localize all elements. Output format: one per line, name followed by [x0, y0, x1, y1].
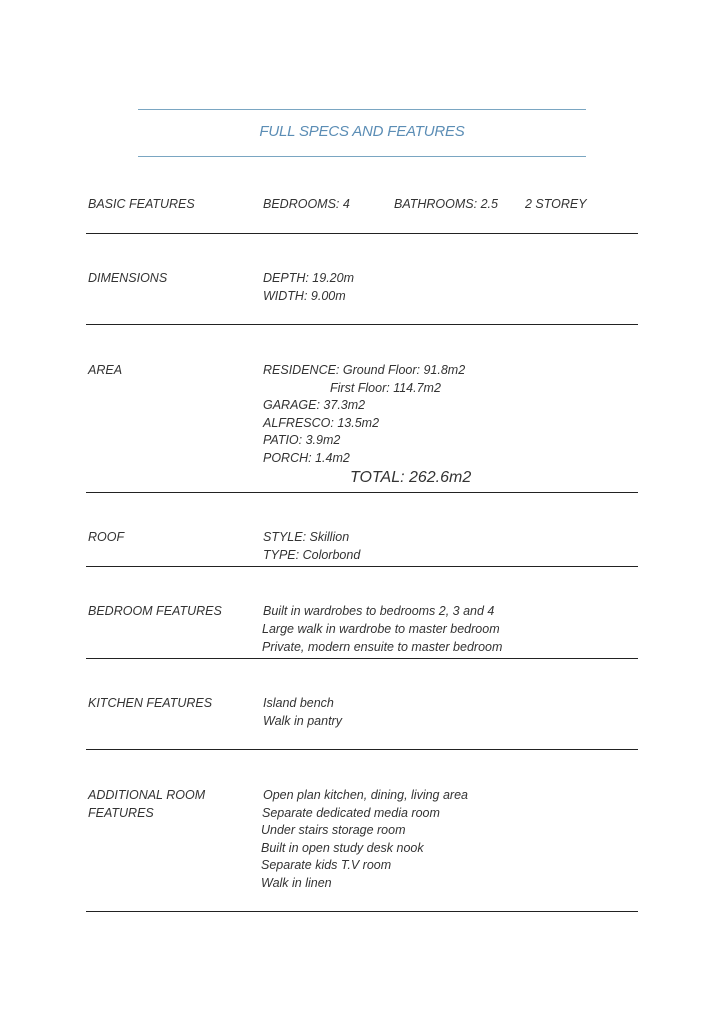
list-item: Walk in linen: [261, 876, 332, 890]
list-item: Separate dedicated media room: [262, 806, 440, 820]
list-item: Private, modern ensuite to master bedroom: [262, 640, 503, 654]
title-bottom-rule: [138, 156, 586, 157]
patio-value: PATIO: 3.9m2: [263, 433, 341, 447]
bedrooms-value: BEDROOMS: 4: [263, 197, 350, 211]
roof-type-value: TYPE: Colorbond: [263, 548, 361, 562]
list-item: Island bench: [263, 696, 334, 710]
basic-features-label: BASIC FEATURES: [88, 197, 195, 211]
additional-features-label-line2: FEATURES: [88, 806, 154, 820]
storey-value: 2 STOREY: [525, 197, 587, 211]
list-item: Open plan kitchen, dining, living area: [263, 788, 468, 802]
dimensions-label: DIMENSIONS: [88, 271, 168, 285]
list-item: Built in open study desk nook: [261, 841, 424, 855]
depth-value: DEPTH: 19.20m: [263, 271, 355, 285]
width-value: WIDTH: 9.00m: [263, 289, 346, 303]
list-item: Separate kids T.V room: [261, 858, 392, 872]
section-divider: [86, 324, 638, 325]
section-divider: [86, 492, 638, 493]
roof-label: ROOF: [88, 530, 125, 544]
section-divider: [86, 233, 638, 234]
list-item: Walk in pantry: [263, 714, 342, 728]
area-label: AREA: [88, 363, 123, 377]
list-item: Built in wardrobes to bedrooms 2, 3 and 4: [263, 604, 495, 618]
residence-first-value: First Floor: 114.7m2: [330, 381, 441, 395]
list-item: Under stairs storage room: [261, 823, 406, 837]
alfresco-value: ALFRESCO: 13.5m2: [263, 416, 380, 430]
porch-value: PORCH: 1.4m2: [263, 451, 350, 465]
garage-value: GARAGE: 37.3m2: [263, 398, 366, 412]
total-area-value: TOTAL: 262.6m2: [350, 469, 472, 486]
kitchen-features-label: KITCHEN FEATURES: [88, 696, 213, 710]
page-title: FULL SPECS AND FEATURES: [259, 123, 465, 140]
residence-ground-value: RESIDENCE: Ground Floor: 91.8m2: [263, 363, 466, 377]
section-divider: [86, 566, 638, 567]
list-item: Large walk in wardrobe to master bedroom: [262, 622, 500, 636]
section-divider: [86, 658, 638, 659]
section-divider: [86, 749, 638, 750]
bedroom-features-label: BEDROOM FEATURES: [88, 604, 222, 618]
additional-features-label-line1: ADDITIONAL ROOM: [88, 788, 206, 802]
bathrooms-value: BATHROOMS: 2.5: [394, 197, 498, 211]
title-top-rule: [138, 109, 586, 110]
section-divider: [86, 911, 638, 912]
roof-style-value: STYLE: Skillion: [263, 530, 350, 544]
